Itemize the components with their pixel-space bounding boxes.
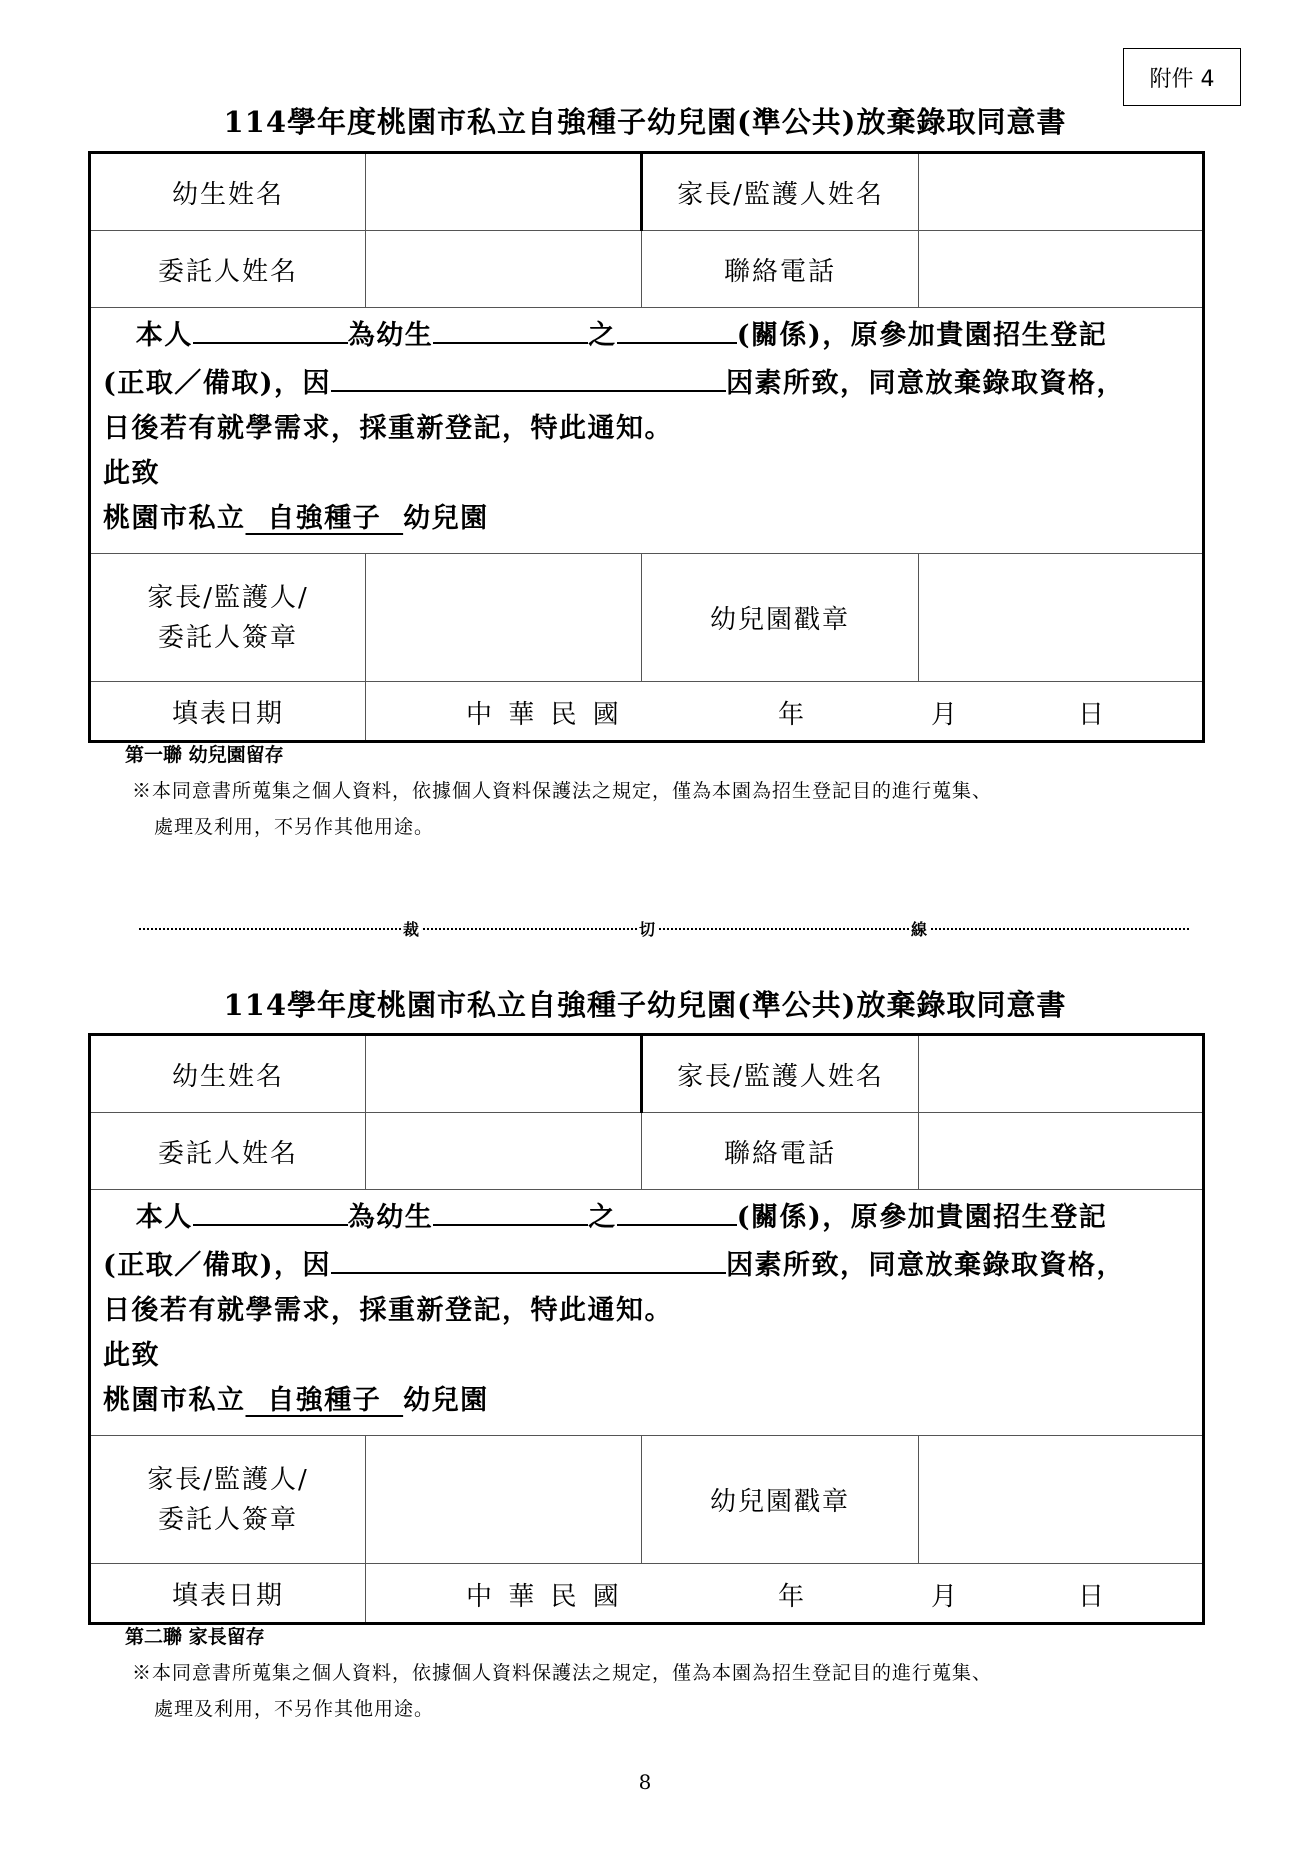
stamp-field[interactable]	[919, 1436, 1204, 1564]
signature-field[interactable]	[366, 554, 642, 682]
delegate-name-field[interactable]	[366, 231, 642, 308]
date-month: 月	[931, 1582, 960, 1612]
child-name-blank[interactable]	[433, 1192, 588, 1226]
privacy-notice-line2: 處理及利用，不另作其他用途。	[154, 816, 435, 838]
addressee-text: 幼兒園	[403, 1385, 489, 1416]
addressee-text: 桃園市私立	[103, 1385, 246, 1416]
copy2-label: 第二聯 家長留存	[125, 1626, 265, 1648]
privacy-notice-line1: ※本同意書所蒐集之個人資料，依據個人資料保護法之規定，僅為本園為招生登記目的進行蒐集、	[132, 780, 993, 802]
stamp-field[interactable]	[919, 554, 1204, 682]
statement-text: (正取／備取)，因	[103, 368, 332, 399]
date-era: 中 華 民 國	[466, 700, 623, 730]
reason-blank[interactable]	[331, 358, 726, 392]
copy1-label: 第一聯 幼兒園留存	[125, 744, 284, 766]
salutation: 此致	[103, 458, 160, 489]
delegate-name-label: 委託人姓名	[90, 1113, 366, 1190]
date-year: 年	[778, 1582, 807, 1612]
addressee-text: 桃園市私立	[103, 503, 246, 534]
signature-label	[90, 554, 366, 682]
date-label: 填表日期	[90, 682, 366, 742]
form-title: 114學年度桃園市私立自強種子幼兒園(準公共)放棄錄取同意書	[223, 988, 1067, 1022]
guardian-name-field[interactable]	[919, 1035, 1204, 1113]
statement-text: (關係)，原參加貴園招生登記	[736, 320, 1108, 351]
reason-blank[interactable]	[331, 1240, 726, 1274]
phone-label: 聯絡電話	[642, 1113, 919, 1190]
signature-label-line1: 家長/監護人/	[147, 1464, 309, 1495]
statement-text: 因素所致，同意放棄錄取資格，	[726, 1250, 1126, 1281]
statement-text: 日後若有就學需求，採重新登記，特此通知。	[103, 413, 673, 444]
cut-line	[139, 917, 1189, 941]
relationship-blank[interactable]	[617, 310, 737, 344]
date-field[interactable]	[366, 1564, 1204, 1624]
signature-label	[90, 1436, 366, 1564]
stamp-label: 幼兒園戳章	[642, 1436, 919, 1564]
signature-field[interactable]	[366, 1436, 642, 1564]
relationship-blank[interactable]	[617, 1192, 737, 1226]
statement-text: 之	[588, 1202, 617, 1233]
child-name-field[interactable]	[366, 1035, 642, 1113]
date-label: 填表日期	[90, 1564, 366, 1624]
self-name-blank[interactable]	[193, 310, 348, 344]
date-field[interactable]	[366, 682, 1204, 742]
child-name-label: 幼生姓名	[90, 153, 366, 231]
statement-text: 為幼生	[347, 320, 434, 351]
guardian-name-label: 家長/監護人姓名	[642, 153, 919, 231]
privacy-notice-line1: ※本同意書所蒐集之個人資料，依據個人資料保護法之規定，僅為本園為招生登記目的進行蒐集、	[132, 1662, 993, 1684]
statement-text: 因素所致，同意放棄錄取資格，	[726, 368, 1126, 399]
child-name-blank[interactable]	[433, 310, 588, 344]
signature-label-line2: 委託人簽章	[157, 1504, 298, 1535]
statement-text: 為幼生	[347, 1202, 434, 1233]
delegate-name-label: 委託人姓名	[90, 231, 366, 308]
consent-form-table-2	[88, 1033, 1205, 1625]
statement-text: 本人	[135, 320, 193, 351]
date-year: 年	[778, 700, 807, 730]
phone-field[interactable]	[919, 231, 1204, 308]
privacy-notice-1	[132, 773, 1212, 845]
addressee-text: 幼兒園	[403, 503, 489, 534]
date-day: 日	[1078, 700, 1107, 730]
self-name-blank[interactable]	[193, 1192, 348, 1226]
kindergarten-name: 自強種子	[245, 1385, 404, 1416]
kindergarten-name: 自強種子	[245, 503, 404, 534]
signature-label-line2: 委託人簽章	[157, 622, 298, 653]
date-era: 中 華 民 國	[466, 1582, 623, 1612]
statement-text: 日後若有就學需求，採重新登記，特此通知。	[103, 1295, 673, 1326]
statement-text: 本人	[135, 1202, 193, 1233]
phone-field[interactable]	[919, 1113, 1204, 1190]
consent-form-table-1	[88, 151, 1205, 743]
attachment-label: 附件 4	[1123, 48, 1241, 106]
privacy-notice-line2: 處理及利用，不另作其他用途。	[154, 1698, 435, 1720]
guardian-name-field[interactable]	[919, 153, 1204, 231]
child-name-label: 幼生姓名	[90, 1035, 366, 1113]
salutation: 此致	[103, 1340, 160, 1371]
cut-line-char: 切	[637, 917, 657, 940]
privacy-notice-2	[132, 1655, 1212, 1727]
phone-label: 聯絡電話	[642, 231, 919, 308]
consent-statement	[90, 308, 1204, 554]
delegate-name-field[interactable]	[366, 1113, 642, 1190]
guardian-name-label: 家長/監護人姓名	[642, 1035, 919, 1113]
date-month: 月	[931, 700, 960, 730]
page-number: 8	[638, 1770, 652, 1794]
statement-text: (正取／備取)，因	[103, 1250, 332, 1281]
cut-line-char: 裁	[401, 917, 421, 940]
form-title: 114學年度桃園市私立自強種子幼兒園(準公共)放棄錄取同意書	[223, 105, 1067, 139]
child-name-field[interactable]	[366, 153, 642, 231]
signature-label-line1: 家長/監護人/	[147, 582, 309, 613]
cut-line-char: 線	[909, 917, 929, 940]
stamp-label: 幼兒園戳章	[642, 554, 919, 682]
statement-text: (關係)，原參加貴園招生登記	[736, 1202, 1108, 1233]
consent-statement	[90, 1190, 1204, 1436]
statement-text: 之	[588, 320, 617, 351]
date-day: 日	[1078, 1582, 1107, 1612]
